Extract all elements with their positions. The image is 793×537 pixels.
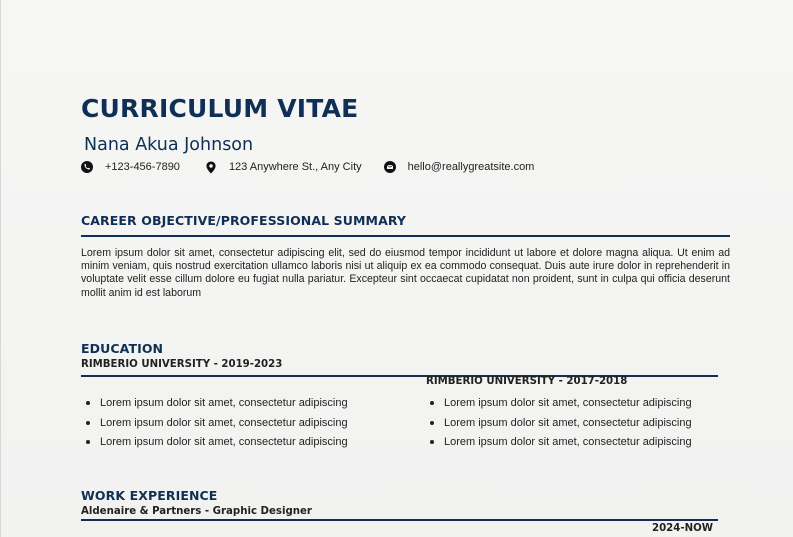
list-item: Lorem ipsum dolor sit amet, consectetur adipiscing <box>425 435 692 455</box>
phone-icon <box>81 161 93 173</box>
contact-phone <box>81 161 180 173</box>
contact-address <box>205 161 362 173</box>
education-entry-2-title: RIMBERIO UNIVERSITY - 2017-2018 <box>426 376 628 387</box>
address-text: 123 Anywhere St., Any City <box>228 161 362 173</box>
summary-heading: CAREER OBJECTIVE/PROFESSIONAL SUMMARY <box>81 213 407 228</box>
list-item: Lorem ipsum dolor sit amet, consectetur adipiscing <box>81 396 348 416</box>
email-icon <box>384 161 396 173</box>
list-item: Lorem ipsum dolor sit amet, consectetur adipiscing <box>81 416 348 436</box>
work-entry-1-date: 2024-NOW <box>652 523 714 534</box>
work-heading: WORK EXPERIENCE <box>81 488 218 503</box>
education-entry-1-list <box>81 396 348 455</box>
list-item: Lorem ipsum dolor sit amet, consectetur adipiscing <box>425 396 692 416</box>
list-item: Lorem ipsum dolor sit amet, consectetur adipiscing <box>425 416 692 436</box>
education-heading: EDUCATION <box>81 341 164 356</box>
phone-text: +123-456-7890 <box>105 161 180 173</box>
summary-divider <box>81 235 730 237</box>
summary-text: Lorem ipsum dolor sit amet, consectetur adipiscing elit, sed do eiusmod tempor incididunt ut labore et dolore magna aliqua. Ut enim ad minim veniam, quis nostrud exercitation ullamco laboris nisi ut aliquip ex ea commodo consequat. Duis aute irure dolor in reprehenderit in voluptate velit esse cillum dolore eu fugiat nulla pariatur. Excepteur sint occaecat cupidatat non proident, sunt in culpa qui officia deserunt mollit anim id est laborum <box>81 247 730 299</box>
education-entry-1-title: RIMBERIO UNIVERSITY - 2019-2023 <box>81 359 283 370</box>
person-name: Nana Akua Johnson <box>84 135 254 155</box>
education-entry-2-list <box>425 396 692 455</box>
contact-email <box>384 161 535 173</box>
location-pin-icon <box>205 161 217 173</box>
document-title: CURRICULUM VITAE <box>81 94 359 123</box>
work-entry-1-title: Aldenaire & Partners - Graphic Designer <box>81 506 312 517</box>
work-divider <box>81 519 718 521</box>
email-text: hello@reallygreatsite.com <box>407 161 535 173</box>
contact-row <box>81 161 534 173</box>
list-item: Lorem ipsum dolor sit amet, consectetur adipiscing <box>81 435 348 455</box>
